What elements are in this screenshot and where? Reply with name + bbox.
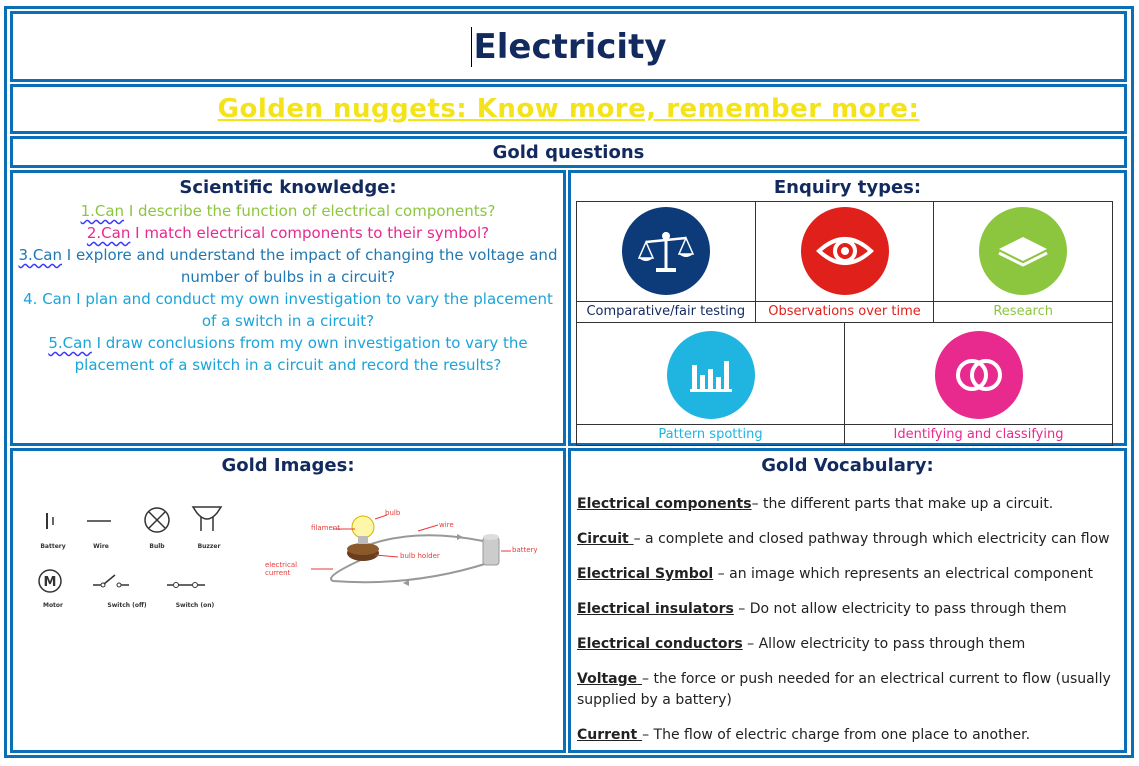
gold-images-heading: Gold Images: — [221, 455, 355, 476]
vocab-definition: – the different parts that make up a circuit. — [751, 496, 1054, 512]
symbol-label-motor: Motor — [42, 602, 64, 609]
vocab-term: Electrical insulators — [577, 601, 734, 617]
circuit-label-wire: wire — [439, 521, 454, 529]
vocab-definition: – the force or push needed for an electrical current to flow (usually supplied by a battery) — [577, 671, 1111, 708]
gold-vocabulary-panel — [568, 448, 1127, 753]
nuggets-box — [10, 84, 1127, 134]
circuit-label-battery: battery — [512, 546, 538, 554]
circuit-symbols-image — [31, 501, 231, 611]
symbol-label-switch-on: Switch (on) — [175, 602, 215, 609]
vocab-term: Electrical Symbol — [577, 566, 714, 582]
vocab-definition: – a complete and closed pathway through which electricity can flow — [633, 531, 1110, 547]
enquiry-label-identifying: Identifying and classifying — [845, 424, 1112, 445]
question-2 — [13, 222, 563, 244]
title-box — [10, 11, 1127, 82]
enquiry-identifying — [845, 323, 1112, 445]
question-3-text: I explore and understand the impact of changing the voltage and number of bulbs in a circuit? — [62, 246, 558, 286]
circuit-label-bulb: bulb — [385, 509, 401, 517]
symbol-label-battery: Battery — [40, 543, 66, 550]
vocab-definition: – The flow of electric charge from one place to another. — [642, 727, 1031, 743]
vocab-term: Electrical conductors — [577, 636, 743, 652]
vocab-term: Current — [577, 727, 643, 743]
vocab-definition: – Do not allow electricity to pass through them — [733, 601, 1067, 617]
book-icon — [979, 207, 1067, 295]
enquiry-research — [934, 202, 1112, 322]
vocab-item — [577, 599, 1118, 620]
question-2-number: 2.Can — [86, 224, 131, 242]
enquiry-observations — [756, 202, 935, 322]
svg-text:M: M — [43, 575, 57, 590]
vocab-definition: – an image which represents an electrical component — [713, 566, 1094, 582]
gold-images-panel — [10, 448, 566, 753]
scientific-knowledge-panel — [10, 170, 566, 446]
scientific-knowledge-heading: Scientific knowledge: — [179, 177, 397, 198]
vocabulary-list — [571, 494, 1124, 746]
vocab-term: Circuit — [577, 531, 634, 547]
venn-icon — [935, 331, 1023, 419]
question-5 — [13, 332, 563, 376]
gold-questions-box — [10, 136, 1127, 168]
vocab-item — [577, 494, 1118, 515]
eye-icon — [801, 207, 889, 295]
question-5-number: 5.Can — [48, 334, 92, 352]
question-4: 4. Can I plan and conduct my own investigation to vary the placement of a switch in a circuit? — [23, 290, 553, 330]
enquiry-label-comparative: Comparative/fair testing — [577, 301, 755, 322]
vocab-term: Electrical components — [577, 496, 752, 512]
vocab-item — [577, 669, 1118, 711]
question-5-text: I draw conclusions from my own investigation to vary the placement of a switch in a circuit and record the results? — [74, 334, 528, 374]
enquiry-types-panel — [568, 170, 1127, 446]
scales-icon — [622, 207, 710, 295]
nuggets-heading: Golden nuggets: Know more, remember more: — [217, 94, 920, 124]
vocab-item — [577, 725, 1118, 746]
enquiry-grid-bottom — [576, 323, 1113, 446]
enquiry-types-heading: Enquiry types: — [773, 177, 922, 198]
enquiry-grid-top — [576, 201, 1113, 323]
question-1 — [13, 200, 563, 222]
symbol-label-bulb: Bulb — [149, 543, 165, 550]
question-1-number: 1.Can — [80, 202, 125, 220]
enquiry-pattern — [577, 323, 845, 445]
question-3 — [13, 244, 563, 288]
circuit-label-bulb-holder: bulb holder — [400, 552, 440, 560]
symbol-label-buzzer: Buzzer — [197, 543, 221, 550]
enquiry-comparative — [577, 202, 756, 322]
bar-chart-icon — [667, 331, 755, 419]
symbol-label-switch-off: Switch (off) — [107, 602, 147, 609]
gold-questions-heading: Gold questions — [492, 141, 645, 163]
enquiry-label-pattern: Pattern spotting — [577, 424, 844, 445]
enquiry-label-observations: Observations over time — [756, 301, 934, 322]
question-3-number: 3.Can — [18, 246, 62, 264]
circuit-label-filament: filament — [311, 524, 340, 532]
question-1-text: I describe the function of electrical components? — [124, 202, 496, 220]
vocab-term: Voltage — [577, 671, 643, 687]
vocab-item — [577, 634, 1118, 655]
symbol-label-wire: Wire — [93, 543, 109, 550]
enquiry-label-research: Research — [934, 301, 1112, 322]
vocab-item — [577, 564, 1118, 585]
question-2-text: I match electrical components to their symbol? — [130, 224, 490, 242]
page-title: Electricity — [471, 27, 667, 67]
vocab-item — [577, 529, 1118, 550]
gold-vocabulary-heading: Gold Vocabulary: — [761, 455, 934, 476]
vocab-definition: – Allow electricity to pass through them — [742, 636, 1026, 652]
circuit-label-current: electrical current — [265, 561, 298, 577]
